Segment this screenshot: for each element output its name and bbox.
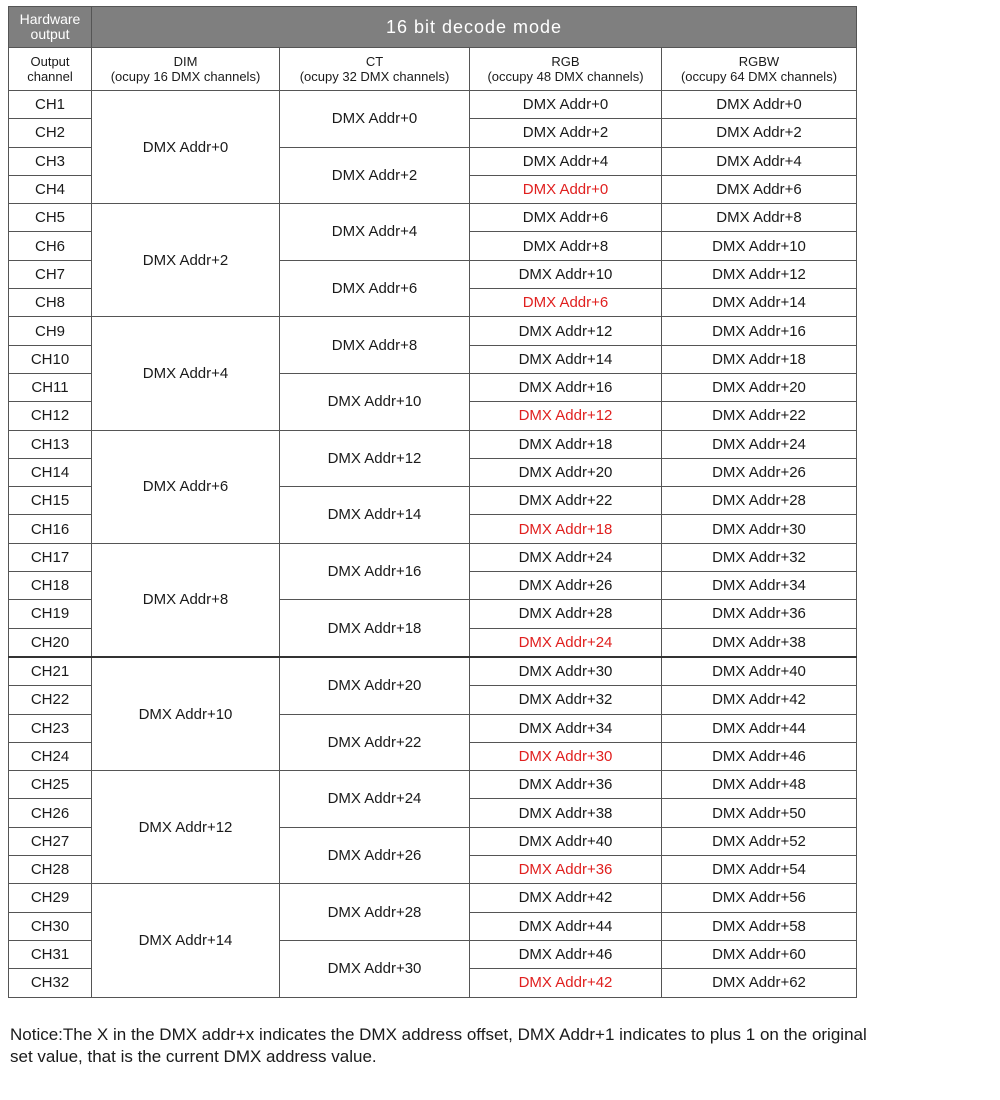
rgb-cell: DMX Addr+32: [470, 686, 662, 714]
ct-cell: DMX Addr+26: [280, 827, 470, 884]
rgbw-cell: DMX Addr+2: [662, 119, 857, 147]
dim-cell: DMX Addr+2: [92, 204, 280, 317]
channel-cell: CH4: [9, 175, 92, 203]
table-row: [9, 91, 857, 119]
rgb-cell: DMX Addr+4: [470, 147, 662, 175]
rgb-cell: DMX Addr+2: [470, 119, 662, 147]
rgbw-cell: DMX Addr+18: [662, 345, 857, 373]
rgb-cell: DMX Addr+16: [470, 373, 662, 401]
table-title: 16 bit decode mode: [92, 7, 857, 48]
rgbw-cell: DMX Addr+36: [662, 600, 857, 628]
rgbw-cell: DMX Addr+12: [662, 260, 857, 288]
rgbw-cell: DMX Addr+26: [662, 458, 857, 486]
ct-cell: DMX Addr+0: [280, 91, 470, 148]
channel-cell: CH2: [9, 119, 92, 147]
channel-cell: CH27: [9, 827, 92, 855]
channel-cell: CH20: [9, 628, 92, 657]
channel-cell: CH26: [9, 799, 92, 827]
dim-cell: DMX Addr+8: [92, 543, 280, 657]
ct-cell: DMX Addr+30: [280, 940, 470, 997]
rgbw-cell: DMX Addr+50: [662, 799, 857, 827]
col-header-ct: CT (ocupy 32 DMX channels): [280, 48, 470, 91]
table-row: [9, 771, 857, 799]
rgb-cell: DMX Addr+34: [470, 714, 662, 742]
ct-cell: DMX Addr+20: [280, 657, 470, 714]
channel-cell: CH23: [9, 714, 92, 742]
rgb-cell: DMX Addr+42: [470, 969, 662, 997]
rgbw-cell: DMX Addr+32: [662, 543, 857, 571]
channel-cell: CH18: [9, 572, 92, 600]
channel-cell: CH19: [9, 600, 92, 628]
rgbw-cell: DMX Addr+52: [662, 827, 857, 855]
channel-cell: CH12: [9, 402, 92, 430]
rgbw-cell: DMX Addr+58: [662, 912, 857, 940]
rgb-cell: DMX Addr+30: [470, 742, 662, 770]
dim-cell: DMX Addr+14: [92, 884, 280, 997]
decode-table: [8, 6, 857, 998]
table-row: [9, 430, 857, 458]
channel-cell: CH14: [9, 458, 92, 486]
hardware-output-header: Hardware output: [9, 7, 92, 48]
rgbw-cell: DMX Addr+8: [662, 204, 857, 232]
channel-cell: CH6: [9, 232, 92, 260]
channel-cell: CH25: [9, 771, 92, 799]
rgbw-cell: DMX Addr+10: [662, 232, 857, 260]
channel-cell: CH16: [9, 515, 92, 543]
notice-text: Notice:The X in the DMX addr+x indicates the DMX address offset, DMX Addr+1 indicates to plus 1 on the original set value, that is the current DMX address value.: [10, 1025, 867, 1066]
ct-cell: DMX Addr+10: [280, 373, 470, 430]
rgb-cell: DMX Addr+18: [470, 430, 662, 458]
channel-cell: CH10: [9, 345, 92, 373]
channel-cell: CH28: [9, 856, 92, 884]
channel-cell: CH8: [9, 289, 92, 317]
rgbw-cell: DMX Addr+42: [662, 686, 857, 714]
rgb-cell: DMX Addr+24: [470, 543, 662, 571]
rgb-cell: DMX Addr+38: [470, 799, 662, 827]
rgbw-cell: DMX Addr+40: [662, 657, 857, 686]
ct-cell: DMX Addr+6: [280, 260, 470, 317]
rgb-cell: DMX Addr+30: [470, 657, 662, 686]
channel-cell: CH7: [9, 260, 92, 288]
ct-cell: DMX Addr+18: [280, 600, 470, 657]
ct-cell: DMX Addr+2: [280, 147, 470, 204]
ct-cell: DMX Addr+8: [280, 317, 470, 374]
channel-cell: CH22: [9, 686, 92, 714]
rgbw-cell: DMX Addr+22: [662, 402, 857, 430]
rgbw-cell: DMX Addr+38: [662, 628, 857, 657]
table-body: [9, 91, 857, 998]
ct-cell: DMX Addr+14: [280, 487, 470, 544]
rgb-cell: DMX Addr+0: [470, 91, 662, 119]
col-header-rgb: RGB (occupy 48 DMX channels): [470, 48, 662, 91]
dim-cell: DMX Addr+0: [92, 91, 280, 204]
rgbw-cell: DMX Addr+56: [662, 884, 857, 912]
rgb-cell: DMX Addr+12: [470, 317, 662, 345]
channel-cell: CH30: [9, 912, 92, 940]
rgbw-cell: DMX Addr+4: [662, 147, 857, 175]
channel-cell: CH11: [9, 373, 92, 401]
channel-cell: CH24: [9, 742, 92, 770]
table-row: [9, 204, 857, 232]
rgbw-cell: DMX Addr+6: [662, 175, 857, 203]
rgb-cell: DMX Addr+40: [470, 827, 662, 855]
ct-cell: DMX Addr+12: [280, 430, 470, 487]
rgbw-cell: DMX Addr+34: [662, 572, 857, 600]
rgb-cell: DMX Addr+14: [470, 345, 662, 373]
table-row: [9, 657, 857, 686]
rgbw-cell: DMX Addr+54: [662, 856, 857, 884]
rgb-cell: DMX Addr+0: [470, 175, 662, 203]
rgb-cell: DMX Addr+36: [470, 771, 662, 799]
channel-cell: CH29: [9, 884, 92, 912]
channel-cell: CH31: [9, 940, 92, 968]
channel-cell: CH3: [9, 147, 92, 175]
table-row: [9, 884, 857, 912]
rgb-cell: DMX Addr+12: [470, 402, 662, 430]
rgb-cell: DMX Addr+6: [470, 289, 662, 317]
rgb-cell: DMX Addr+28: [470, 600, 662, 628]
rgb-cell: DMX Addr+20: [470, 458, 662, 486]
rgbw-cell: DMX Addr+44: [662, 714, 857, 742]
channel-cell: CH15: [9, 487, 92, 515]
ct-cell: DMX Addr+4: [280, 204, 470, 261]
rgbw-cell: DMX Addr+30: [662, 515, 857, 543]
rgbw-cell: DMX Addr+46: [662, 742, 857, 770]
channel-cell: CH13: [9, 430, 92, 458]
channel-cell: CH5: [9, 204, 92, 232]
rgb-cell: DMX Addr+36: [470, 856, 662, 884]
channel-cell: CH32: [9, 969, 92, 997]
rgb-cell: DMX Addr+6: [470, 204, 662, 232]
rgbw-cell: DMX Addr+14: [662, 289, 857, 317]
rgbw-cell: DMX Addr+20: [662, 373, 857, 401]
rgb-cell: DMX Addr+22: [470, 487, 662, 515]
rgbw-cell: DMX Addr+28: [662, 487, 857, 515]
rgb-cell: DMX Addr+42: [470, 884, 662, 912]
rgb-cell: DMX Addr+26: [470, 572, 662, 600]
rgb-cell: DMX Addr+10: [470, 260, 662, 288]
rgbw-cell: DMX Addr+48: [662, 771, 857, 799]
ct-cell: DMX Addr+28: [280, 884, 470, 941]
col-header-output-channel: Output channel: [9, 48, 92, 91]
ct-cell: DMX Addr+22: [280, 714, 470, 771]
channel-cell: CH21: [9, 657, 92, 686]
channel-cell: CH1: [9, 91, 92, 119]
channel-cell: CH9: [9, 317, 92, 345]
table-row: [9, 317, 857, 345]
dim-cell: DMX Addr+10: [92, 657, 280, 771]
channel-cell: CH17: [9, 543, 92, 571]
rgbw-cell: DMX Addr+62: [662, 969, 857, 997]
rgb-cell: DMX Addr+8: [470, 232, 662, 260]
rgb-cell: DMX Addr+46: [470, 940, 662, 968]
rgbw-cell: DMX Addr+16: [662, 317, 857, 345]
dim-cell: DMX Addr+6: [92, 430, 280, 543]
ct-cell: DMX Addr+24: [280, 771, 470, 828]
col-header-dim: DIM (ocupy 16 DMX channels): [92, 48, 280, 91]
rgb-cell: DMX Addr+44: [470, 912, 662, 940]
rgbw-cell: DMX Addr+0: [662, 91, 857, 119]
rgb-cell: DMX Addr+18: [470, 515, 662, 543]
rgbw-cell: DMX Addr+60: [662, 940, 857, 968]
rgb-cell: DMX Addr+24: [470, 628, 662, 657]
column-headers: [9, 48, 857, 91]
rgbw-cell: DMX Addr+24: [662, 430, 857, 458]
col-header-rgbw: RGBW (occupy 64 DMX channels): [662, 48, 857, 91]
dim-cell: DMX Addr+4: [92, 317, 280, 430]
dim-cell: DMX Addr+12: [92, 771, 280, 884]
table-row: [9, 543, 857, 571]
ct-cell: DMX Addr+16: [280, 543, 470, 600]
